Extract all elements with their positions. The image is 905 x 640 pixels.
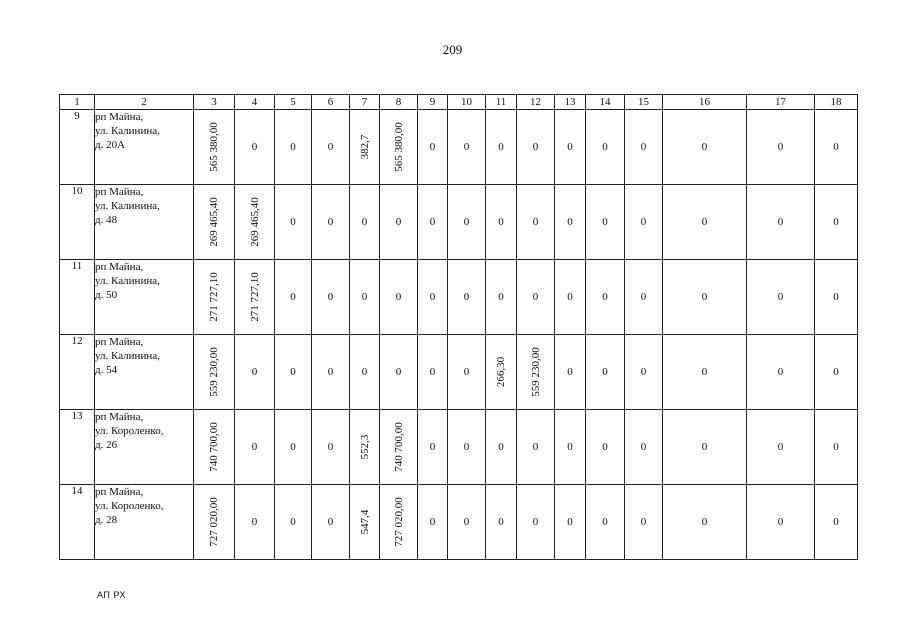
value-cell bbox=[815, 260, 858, 335]
address-line: д. 50 bbox=[95, 289, 118, 301]
value-cell bbox=[350, 185, 380, 260]
value-cell bbox=[235, 260, 275, 335]
cell-value: 0 bbox=[532, 141, 539, 153]
value-cell bbox=[194, 410, 235, 485]
value-cell bbox=[555, 335, 586, 410]
value-cell bbox=[350, 110, 380, 185]
cell-value: 740 700,00 bbox=[392, 422, 405, 472]
data-table bbox=[59, 94, 858, 560]
cell-value: 0 bbox=[701, 216, 708, 228]
cell-value: 0 bbox=[833, 441, 839, 453]
column-header: 3 bbox=[194, 95, 235, 110]
column-header: 14 bbox=[586, 95, 625, 110]
column-header: 17 bbox=[747, 95, 815, 110]
value-cell bbox=[815, 410, 858, 485]
page-number: 209 bbox=[442, 42, 463, 57]
cell-value: 0 bbox=[290, 291, 296, 303]
value-cell bbox=[275, 485, 312, 560]
column-header: 8 bbox=[380, 95, 418, 110]
cell-value: 0 bbox=[327, 291, 334, 303]
cell-value: 0 bbox=[701, 141, 708, 153]
address-cell bbox=[95, 410, 194, 485]
column-header: 12 bbox=[517, 95, 555, 110]
cell-value: 0 bbox=[777, 366, 784, 378]
cell-value: 0 bbox=[701, 291, 708, 303]
value-cell bbox=[275, 260, 312, 335]
cell-value: 0 bbox=[640, 441, 647, 453]
cell-value: 0 bbox=[701, 366, 708, 378]
address-line: д. 54 bbox=[95, 364, 118, 376]
value-cell bbox=[418, 110, 448, 185]
table-row bbox=[60, 335, 858, 410]
value-cell bbox=[815, 335, 858, 410]
value-cell bbox=[486, 410, 517, 485]
cell-value: 0 bbox=[290, 141, 296, 153]
cell-value: 0 bbox=[602, 366, 608, 378]
cell-value: 0 bbox=[429, 441, 436, 453]
column-header: 4 bbox=[235, 95, 275, 110]
value-cell bbox=[517, 335, 555, 410]
address-line: ул. Калинина, bbox=[95, 125, 160, 137]
cell-value: 0 bbox=[602, 216, 608, 228]
cell-value: 0 bbox=[463, 516, 470, 528]
value-cell bbox=[312, 410, 350, 485]
cell-value: 0 bbox=[395, 366, 402, 378]
cell-value: 0 bbox=[567, 216, 573, 228]
value-cell bbox=[586, 410, 625, 485]
value-cell bbox=[380, 410, 418, 485]
address-cell bbox=[95, 260, 194, 335]
address-line: рп Майна, bbox=[95, 336, 144, 348]
cell-value: 0 bbox=[602, 516, 608, 528]
cell-value: 0 bbox=[463, 441, 470, 453]
cell-value: 0 bbox=[532, 291, 539, 303]
value-cell bbox=[625, 335, 663, 410]
value-cell bbox=[380, 185, 418, 260]
value-cell bbox=[625, 185, 663, 260]
value-cell bbox=[663, 485, 747, 560]
address-line: ул. Короленко, bbox=[95, 500, 164, 512]
row-number: 10 bbox=[60, 185, 95, 260]
cell-value: 740 700,00 bbox=[208, 422, 220, 472]
cell-value: 0 bbox=[429, 141, 436, 153]
value-cell bbox=[815, 185, 858, 260]
value-cell bbox=[517, 110, 555, 185]
value-cell bbox=[625, 110, 663, 185]
value-cell bbox=[486, 335, 517, 410]
cell-value: 0 bbox=[290, 441, 296, 453]
address-line: рп Майна, bbox=[95, 411, 144, 423]
value-cell bbox=[235, 185, 275, 260]
cell-value: 0 bbox=[327, 216, 334, 228]
row-number: 9 bbox=[60, 110, 95, 185]
value-cell bbox=[747, 335, 815, 410]
row-number: 13 bbox=[60, 410, 95, 485]
value-cell bbox=[555, 110, 586, 185]
value-cell bbox=[275, 410, 312, 485]
value-cell bbox=[586, 260, 625, 335]
address-line: ул. Калинина, bbox=[95, 350, 160, 362]
value-cell bbox=[235, 410, 275, 485]
table-row bbox=[60, 260, 858, 335]
value-cell bbox=[625, 485, 663, 560]
column-header: 5 bbox=[275, 95, 312, 110]
cell-value: 0 bbox=[395, 216, 402, 228]
value-cell bbox=[350, 485, 380, 560]
value-cell bbox=[517, 185, 555, 260]
cell-value: 0 bbox=[498, 141, 504, 153]
cell-value: 0 bbox=[640, 216, 647, 228]
cell-value: 0 bbox=[777, 441, 784, 453]
value-cell bbox=[747, 485, 815, 560]
cell-value: 0 bbox=[498, 516, 504, 528]
cell-value: 0 bbox=[429, 291, 436, 303]
row-number: 14 bbox=[60, 485, 95, 560]
table-row bbox=[60, 110, 858, 185]
cell-value: 0 bbox=[251, 441, 258, 453]
value-cell bbox=[663, 335, 747, 410]
cell-value: 0 bbox=[567, 516, 573, 528]
value-cell bbox=[194, 485, 235, 560]
cell-value: 0 bbox=[567, 291, 573, 303]
column-header: 13 bbox=[555, 95, 586, 110]
cell-value: 382,7 bbox=[358, 134, 371, 160]
value-cell bbox=[517, 260, 555, 335]
cell-value: 0 bbox=[290, 516, 296, 528]
cell-value: 0 bbox=[251, 516, 258, 528]
value-cell bbox=[194, 335, 235, 410]
address-line: ул. Короленко, bbox=[95, 425, 164, 437]
value-cell bbox=[380, 260, 418, 335]
address-line: ул. Калинина, bbox=[95, 200, 160, 212]
cell-value: 0 bbox=[463, 216, 470, 228]
cell-value: 0 bbox=[361, 366, 368, 378]
cell-value: 0 bbox=[290, 216, 296, 228]
column-header: 11 bbox=[486, 95, 517, 110]
cell-value: 0 bbox=[640, 141, 647, 153]
value-cell bbox=[418, 185, 448, 260]
cell-value: 0 bbox=[532, 216, 539, 228]
value-cell bbox=[517, 485, 555, 560]
cell-value: 266,30 bbox=[495, 356, 507, 388]
value-cell bbox=[815, 485, 858, 560]
address-line: рп Майна, bbox=[95, 261, 144, 273]
cell-value: 0 bbox=[327, 441, 334, 453]
value-cell bbox=[312, 335, 350, 410]
cell-value: 0 bbox=[701, 441, 708, 453]
value-cell bbox=[747, 260, 815, 335]
column-header: 18 bbox=[815, 95, 858, 110]
address-cell bbox=[95, 185, 194, 260]
value-cell bbox=[555, 260, 586, 335]
address-line: д. 26 bbox=[95, 439, 118, 451]
cell-value: 0 bbox=[602, 291, 608, 303]
cell-value: 0 bbox=[498, 216, 504, 228]
value-cell bbox=[312, 260, 350, 335]
value-cell bbox=[747, 110, 815, 185]
cell-value: 552,3 bbox=[358, 434, 371, 460]
value-cell bbox=[486, 260, 517, 335]
cell-value: 0 bbox=[833, 291, 839, 303]
address-line: д. 48 bbox=[95, 214, 118, 226]
value-cell bbox=[517, 410, 555, 485]
column-header: 7 bbox=[350, 95, 380, 110]
cell-value: 0 bbox=[395, 291, 402, 303]
address-line: рп Майна, bbox=[95, 486, 144, 498]
value-cell bbox=[350, 260, 380, 335]
value-cell bbox=[555, 185, 586, 260]
cell-value: 0 bbox=[833, 216, 839, 228]
cell-value: 0 bbox=[567, 441, 573, 453]
value-cell bbox=[312, 185, 350, 260]
value-cell bbox=[380, 335, 418, 410]
value-cell bbox=[235, 485, 275, 560]
value-cell bbox=[194, 110, 235, 185]
value-cell bbox=[555, 485, 586, 560]
cell-value: 0 bbox=[463, 291, 470, 303]
cell-value: 565 380,00 bbox=[208, 122, 220, 172]
value-cell bbox=[275, 335, 312, 410]
value-cell bbox=[448, 335, 486, 410]
value-cell bbox=[312, 485, 350, 560]
cell-value: 0 bbox=[777, 141, 784, 153]
value-cell bbox=[380, 110, 418, 185]
cell-value: 0 bbox=[602, 441, 608, 453]
value-cell bbox=[663, 110, 747, 185]
address-line: рп Майна, bbox=[95, 186, 144, 198]
cell-value: 269 465,40 bbox=[208, 197, 220, 247]
value-cell bbox=[275, 110, 312, 185]
address-line: д. 20А bbox=[95, 139, 126, 151]
footer-stamp: АП РХ bbox=[97, 590, 126, 600]
cell-value: 565 380,00 bbox=[392, 122, 405, 172]
value-cell bbox=[380, 485, 418, 560]
column-header: 9 bbox=[418, 95, 448, 110]
cell-value: 0 bbox=[327, 516, 334, 528]
cell-value: 0 bbox=[567, 366, 573, 378]
value-cell bbox=[448, 410, 486, 485]
value-cell bbox=[448, 110, 486, 185]
cell-value: 0 bbox=[290, 366, 296, 378]
column-header: 10 bbox=[448, 95, 486, 110]
value-cell bbox=[625, 410, 663, 485]
column-header: 6 bbox=[312, 95, 350, 110]
value-cell bbox=[486, 485, 517, 560]
value-cell bbox=[586, 110, 625, 185]
value-cell bbox=[663, 260, 747, 335]
cell-value: 0 bbox=[361, 291, 368, 303]
address-cell bbox=[95, 335, 194, 410]
cell-value: 269 465,40 bbox=[248, 197, 261, 247]
value-cell bbox=[235, 110, 275, 185]
cell-value: 0 bbox=[833, 366, 839, 378]
cell-value: 0 bbox=[498, 291, 504, 303]
cell-value: 547,4 bbox=[358, 509, 371, 535]
cell-value: 0 bbox=[532, 516, 539, 528]
table-row bbox=[60, 485, 858, 560]
cell-value: 559 230,00 bbox=[208, 347, 220, 397]
value-cell bbox=[275, 185, 312, 260]
cell-value: 0 bbox=[532, 441, 539, 453]
value-cell bbox=[350, 335, 380, 410]
cell-value: 0 bbox=[251, 141, 258, 153]
value-cell bbox=[586, 185, 625, 260]
cell-value: 0 bbox=[701, 516, 708, 528]
cell-value: 0 bbox=[640, 291, 647, 303]
cell-value: 0 bbox=[251, 366, 258, 378]
column-header: 1 bbox=[60, 95, 95, 110]
cell-value: 0 bbox=[429, 366, 436, 378]
cell-value: 0 bbox=[602, 141, 608, 153]
value-cell bbox=[312, 110, 350, 185]
cell-value: 0 bbox=[833, 516, 839, 528]
value-cell bbox=[194, 260, 235, 335]
value-cell bbox=[486, 110, 517, 185]
value-cell bbox=[194, 185, 235, 260]
row-number: 11 bbox=[60, 260, 95, 335]
value-cell bbox=[418, 485, 448, 560]
value-cell bbox=[418, 410, 448, 485]
address-cell bbox=[95, 485, 194, 560]
cell-value: 0 bbox=[327, 141, 334, 153]
cell-value: 0 bbox=[567, 141, 573, 153]
cell-value: 0 bbox=[777, 516, 784, 528]
address-line: ул. Калинина, bbox=[95, 275, 160, 287]
cell-value: 0 bbox=[463, 366, 470, 378]
value-cell bbox=[448, 485, 486, 560]
value-cell bbox=[663, 185, 747, 260]
value-cell bbox=[747, 185, 815, 260]
cell-value: 559 230,00 bbox=[529, 347, 542, 397]
cell-value: 0 bbox=[833, 141, 839, 153]
cell-value: 0 bbox=[777, 216, 784, 228]
value-cell bbox=[555, 410, 586, 485]
cell-value: 271 727,10 bbox=[208, 272, 220, 322]
value-cell bbox=[815, 110, 858, 185]
row-number: 12 bbox=[60, 335, 95, 410]
header-row bbox=[60, 95, 858, 110]
cell-value: 727 020,00 bbox=[208, 497, 220, 547]
table-row bbox=[60, 185, 858, 260]
column-header: 2 bbox=[95, 95, 194, 110]
value-cell bbox=[747, 410, 815, 485]
value-cell bbox=[418, 260, 448, 335]
cell-value: 0 bbox=[361, 216, 368, 228]
value-cell bbox=[350, 410, 380, 485]
cell-value: 0 bbox=[327, 366, 334, 378]
value-cell bbox=[418, 335, 448, 410]
column-header: 16 bbox=[663, 95, 747, 110]
value-cell bbox=[586, 335, 625, 410]
address-line: рп Майна, bbox=[95, 111, 144, 123]
cell-value: 271 727,10 bbox=[248, 272, 261, 322]
value-cell bbox=[663, 410, 747, 485]
cell-value: 0 bbox=[640, 516, 647, 528]
value-cell bbox=[625, 260, 663, 335]
table-row bbox=[60, 410, 858, 485]
cell-value: 0 bbox=[498, 441, 504, 453]
value-cell bbox=[235, 335, 275, 410]
column-header: 15 bbox=[625, 95, 663, 110]
value-cell bbox=[586, 485, 625, 560]
cell-value: 0 bbox=[777, 291, 784, 303]
value-cell bbox=[448, 260, 486, 335]
address-cell bbox=[95, 110, 194, 185]
address-line: д. 28 bbox=[95, 514, 118, 526]
cell-value: 0 bbox=[429, 216, 436, 228]
value-cell bbox=[486, 185, 517, 260]
cell-value: 0 bbox=[640, 366, 647, 378]
cell-value: 0 bbox=[463, 141, 470, 153]
cell-value: 0 bbox=[429, 516, 436, 528]
cell-value: 727 020,00 bbox=[392, 497, 405, 547]
value-cell bbox=[448, 185, 486, 260]
